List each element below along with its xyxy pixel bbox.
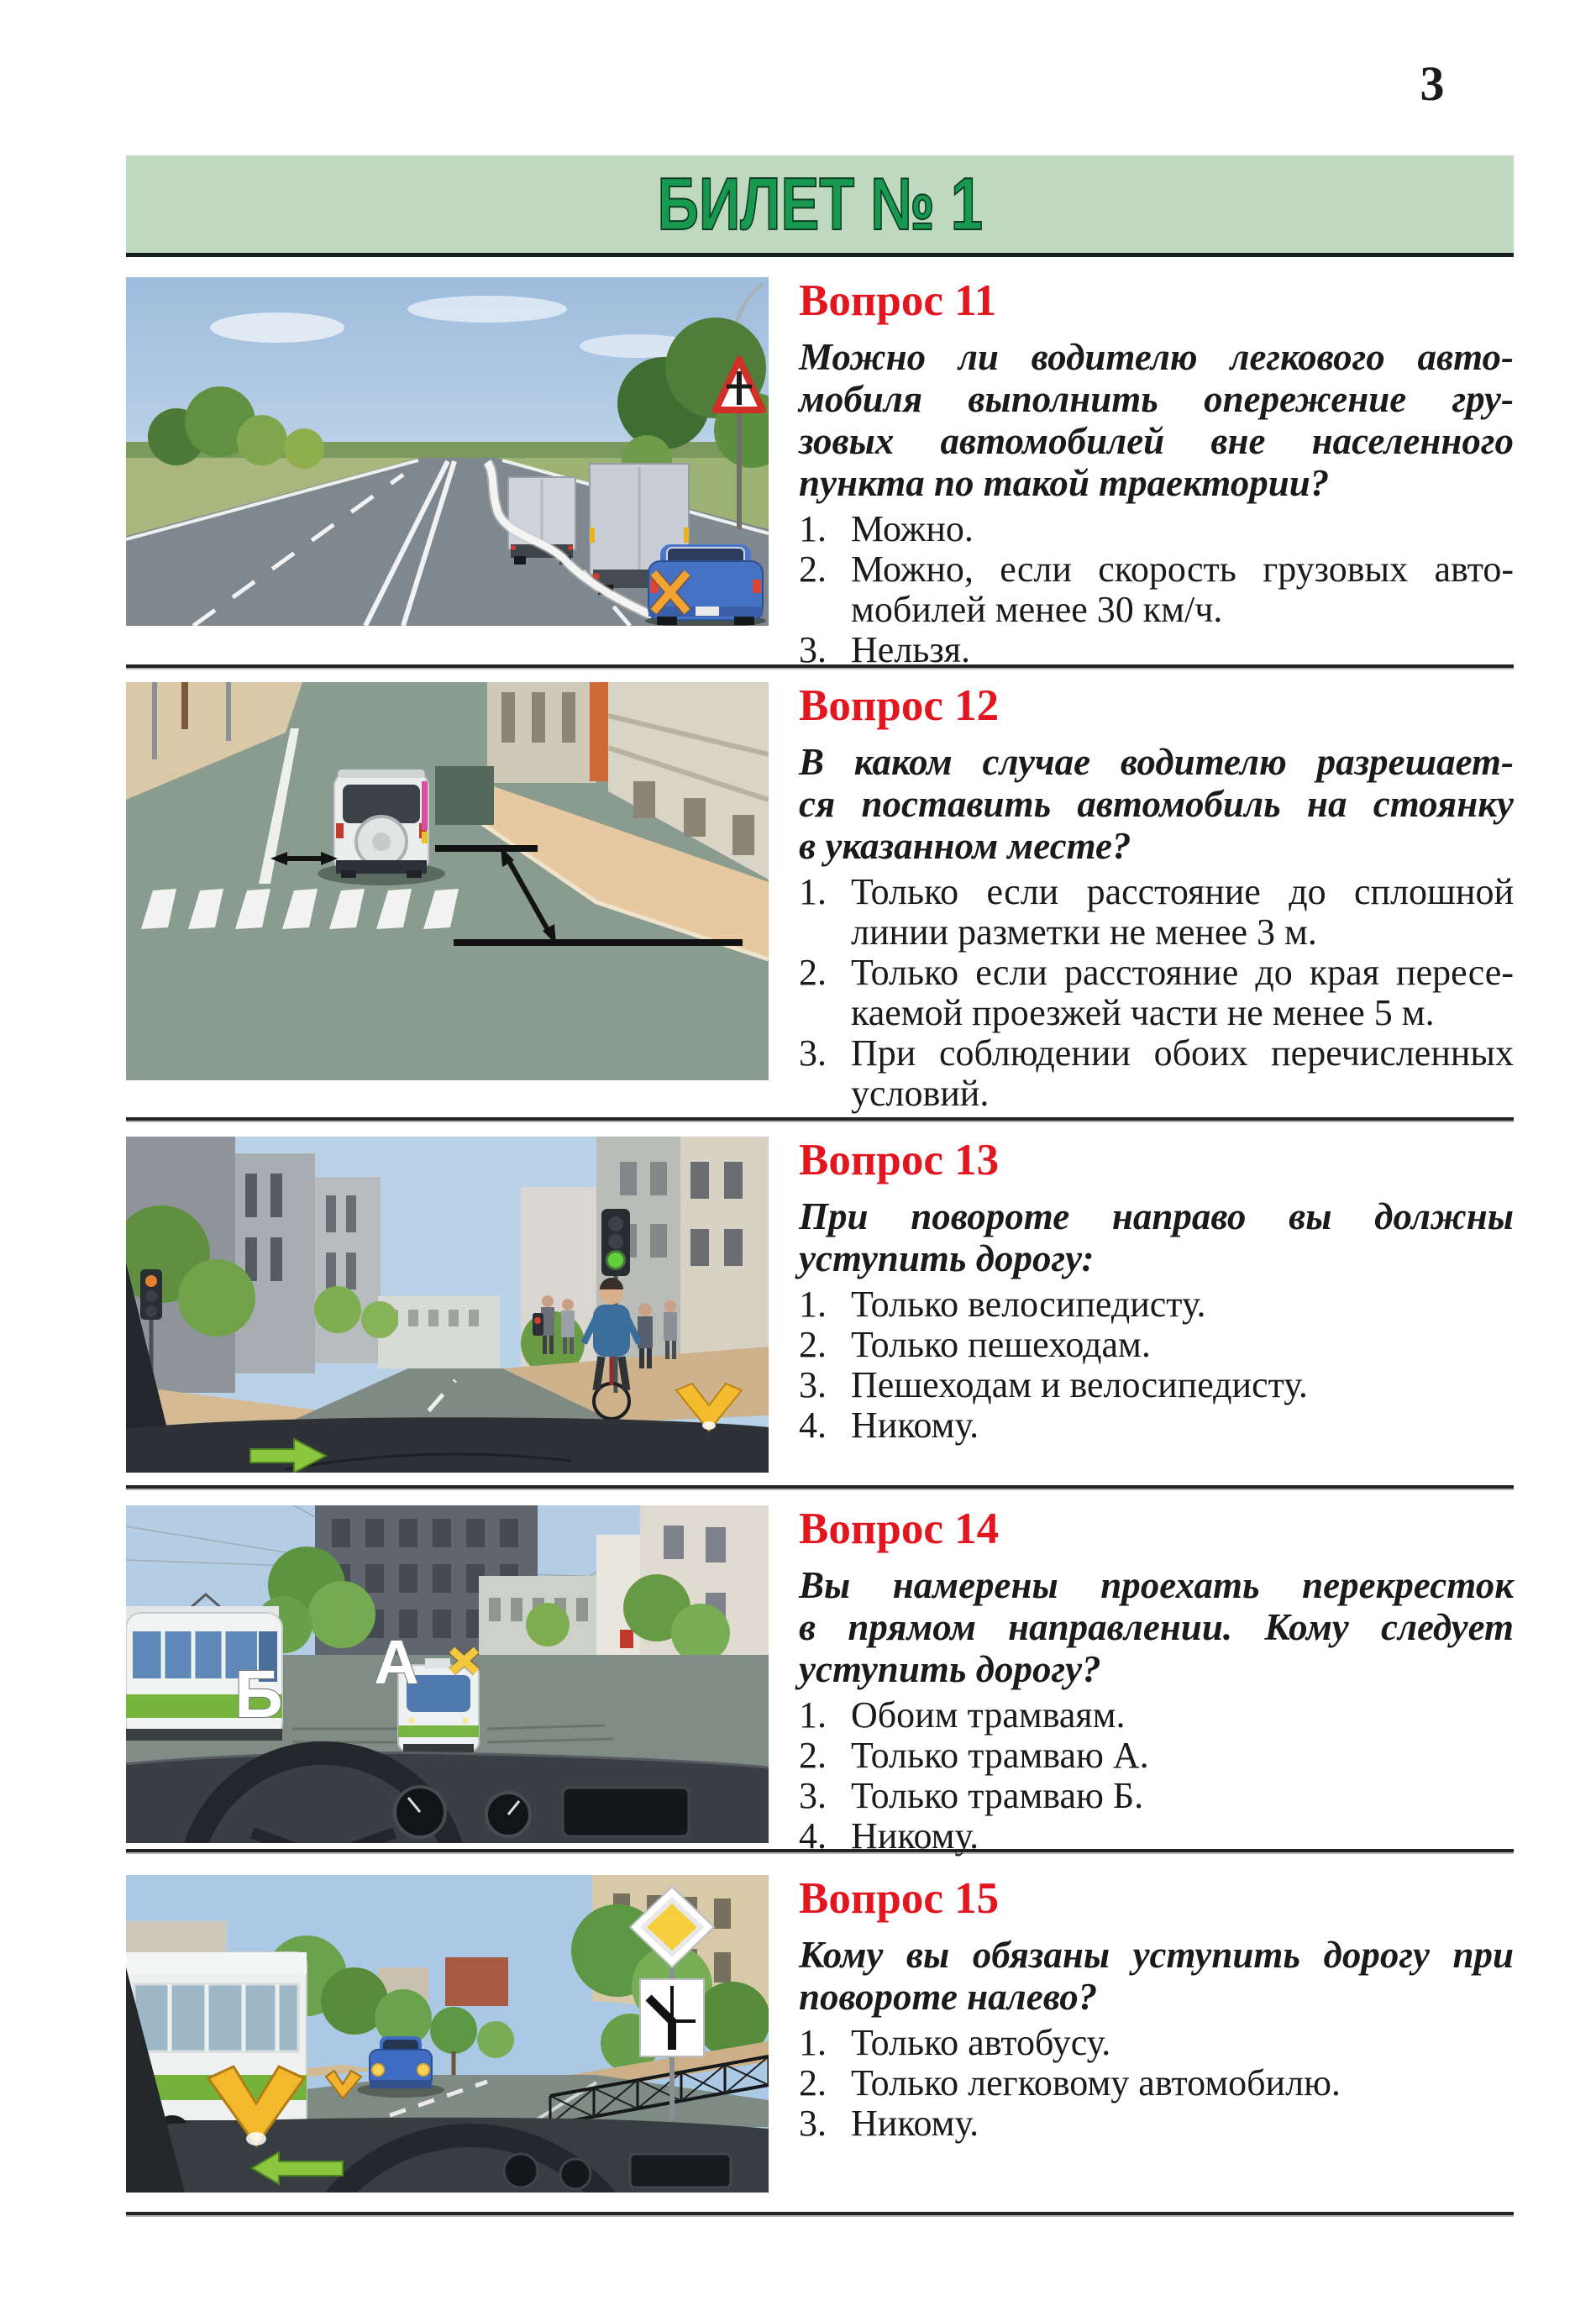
answer-text-line: мобилей менее 30 км/ч. xyxy=(851,589,1223,630)
question-text-line: Можно ли водителю легкового авто- xyxy=(799,336,1514,378)
tram-b-label: Б xyxy=(234,1657,283,1731)
answer-text-line: Никому. xyxy=(851,1405,979,1446)
answer-text-line: Только легковому автомобилю. xyxy=(851,2062,1341,2103)
answer-number: 3. xyxy=(799,1364,827,1405)
answer-number: 4. xyxy=(799,1405,827,1446)
question-title: Вопрос 11 xyxy=(799,276,997,325)
question-text-line: пункта по такой траектории? xyxy=(799,462,1330,504)
question-block-15 xyxy=(126,1875,1514,2193)
answer-item xyxy=(799,1325,1514,1365)
answer-number: 2. xyxy=(799,1735,827,1776)
question-15-illustration xyxy=(126,1875,769,2193)
answer-item xyxy=(799,2063,1514,2103)
tram-intersection-scene xyxy=(126,1505,769,1843)
question-block-11 xyxy=(126,277,1514,670)
answer-number: 1. xyxy=(799,2022,827,2063)
left-turn-bus-scene xyxy=(126,1875,769,2193)
center-console-screen xyxy=(630,2154,731,2187)
hedge xyxy=(435,766,494,825)
question-title: Вопрос 14 xyxy=(799,1505,1000,1553)
answer-item xyxy=(799,509,1514,549)
answer-text-line: условий. xyxy=(851,1073,990,1114)
right-turn-cyclist-scene xyxy=(126,1137,769,1473)
answer-list xyxy=(799,872,1514,1114)
question-block-13 xyxy=(126,1137,1514,1473)
question-text-line: в указанном месте? xyxy=(799,825,1131,867)
answer-text-line: При соблюдении обоих перечисленных xyxy=(851,1032,1514,1074)
answer-number: 2. xyxy=(799,549,827,590)
question-text-line: При повороте направо вы должны xyxy=(799,1195,1514,1237)
question-text-line: в прямом направлении. Кому следует xyxy=(799,1606,1514,1648)
answer-item xyxy=(799,1284,1514,1325)
answer-text-line: Только если расстояние до края пересе- xyxy=(851,952,1514,993)
answer-number: 4. xyxy=(799,1815,827,1856)
question-title: Вопрос 12 xyxy=(799,681,1000,730)
question-text-line: повороте налево? xyxy=(799,1976,1098,2018)
question-14-illustration xyxy=(126,1505,769,1843)
highway-overtaking-scene xyxy=(126,277,769,626)
answer-list xyxy=(799,1695,1514,1856)
center-console-screen xyxy=(563,1788,689,1836)
building-brick xyxy=(445,1957,508,2006)
answer-text-line: Только трамваю А. xyxy=(851,1735,1149,1776)
section-divider xyxy=(126,1485,1514,1489)
answer-text-line: Никому. xyxy=(851,2103,979,2144)
building-distant xyxy=(378,1296,500,1368)
question-text-line: ся поставить автомобиль на стоянку xyxy=(799,783,1514,825)
answer-item xyxy=(799,1033,1514,1114)
question-text-line: зовых автомобилей вне населенного xyxy=(799,420,1514,462)
building-column xyxy=(590,682,608,781)
section-divider xyxy=(126,1117,1514,1121)
dashboard xyxy=(126,1417,769,1473)
truck-far xyxy=(508,477,575,565)
answer-list xyxy=(799,1284,1514,1446)
answer-item xyxy=(799,1695,1514,1736)
answer-number: 2. xyxy=(799,1324,827,1365)
answer-text-line: Только пешеходам. xyxy=(851,1324,1151,1365)
answer-text-line: Только если расстояние до сплошной xyxy=(851,871,1514,912)
answer-number: 3. xyxy=(799,629,827,670)
main-road-direction-plaque-icon xyxy=(640,1979,704,2056)
answer-text-line: Только трамваю Б. xyxy=(851,1775,1144,1816)
answer-number: 1. xyxy=(799,871,827,912)
answer-number: 3. xyxy=(799,1032,827,1074)
answer-item xyxy=(799,1365,1514,1405)
parked-suv xyxy=(318,769,445,885)
question-text-line: уступить дорогу? xyxy=(799,1648,1101,1690)
question-block-12 xyxy=(126,682,1514,1114)
answer-text-line: Никому. xyxy=(851,1815,979,1856)
answer-number: 2. xyxy=(799,2062,827,2103)
answer-number: 2. xyxy=(799,952,827,993)
page-number: 3 xyxy=(1420,56,1445,111)
answer-text-line: линии разметки не менее 3 м. xyxy=(851,911,1317,953)
answer-number: 1. xyxy=(799,508,827,549)
answer-item xyxy=(799,2023,1514,2063)
parking-near-crosswalk-scene xyxy=(126,682,769,1080)
answer-item xyxy=(799,549,1514,630)
question-title: Вопрос 13 xyxy=(799,1136,1000,1184)
ticket-title: БИЛЕТ № 1 xyxy=(657,162,983,245)
answer-text-line: Можно, если скорость грузовых авто- xyxy=(851,549,1514,590)
question-text-line: уступить дорогу: xyxy=(799,1237,1095,1279)
question-text-line: В каком случае водителю разрешает- xyxy=(799,741,1514,783)
pedestrian-signal-icon xyxy=(533,1313,543,1336)
section-divider xyxy=(126,2212,1514,2215)
answer-text-line: Только автобусу. xyxy=(851,2022,1111,2063)
question-13-illustration xyxy=(126,1137,769,1473)
answer-text-line: Нельзя. xyxy=(851,629,970,670)
answer-item xyxy=(799,1736,1514,1776)
question-text-line: мобиля выполнить опережение гру- xyxy=(799,378,1514,420)
question-text-line: Кому вы обязаны уступить дорогу при xyxy=(799,1934,1514,1976)
answer-list xyxy=(799,509,1514,670)
answer-number: 3. xyxy=(799,2103,827,2144)
question-12-illustration xyxy=(126,682,769,1080)
answer-text-line: Только велосипедисту. xyxy=(851,1284,1206,1325)
answer-number: 1. xyxy=(799,1284,827,1325)
answer-item xyxy=(799,872,1514,953)
answer-item xyxy=(799,1405,1514,1446)
answer-text-line: Обоим трамваям. xyxy=(851,1694,1126,1736)
answer-number: 3. xyxy=(799,1775,827,1816)
section-divider xyxy=(126,664,1514,668)
tram-a-label: А xyxy=(374,1627,419,1697)
answer-text-line: Пешеходам и велосипедисту. xyxy=(851,1364,1308,1405)
question-title: Вопрос 15 xyxy=(799,1874,1000,1923)
question-11-illustration xyxy=(126,277,769,626)
ticket-banner xyxy=(126,155,1514,257)
question-block-14 xyxy=(126,1505,1514,1856)
answer-item xyxy=(799,1776,1514,1816)
answer-item xyxy=(799,2103,1514,2144)
question-text-line: Вы намерены проехать перекресток xyxy=(799,1564,1514,1606)
answer-list xyxy=(799,2023,1514,2144)
answer-number: 1. xyxy=(799,1694,827,1736)
answer-text-line: Можно. xyxy=(851,508,974,549)
answer-item xyxy=(799,953,1514,1033)
section-divider xyxy=(126,1849,1514,1852)
answer-text-line: каемой проезжей части не менее 5 м. xyxy=(851,992,1435,1033)
